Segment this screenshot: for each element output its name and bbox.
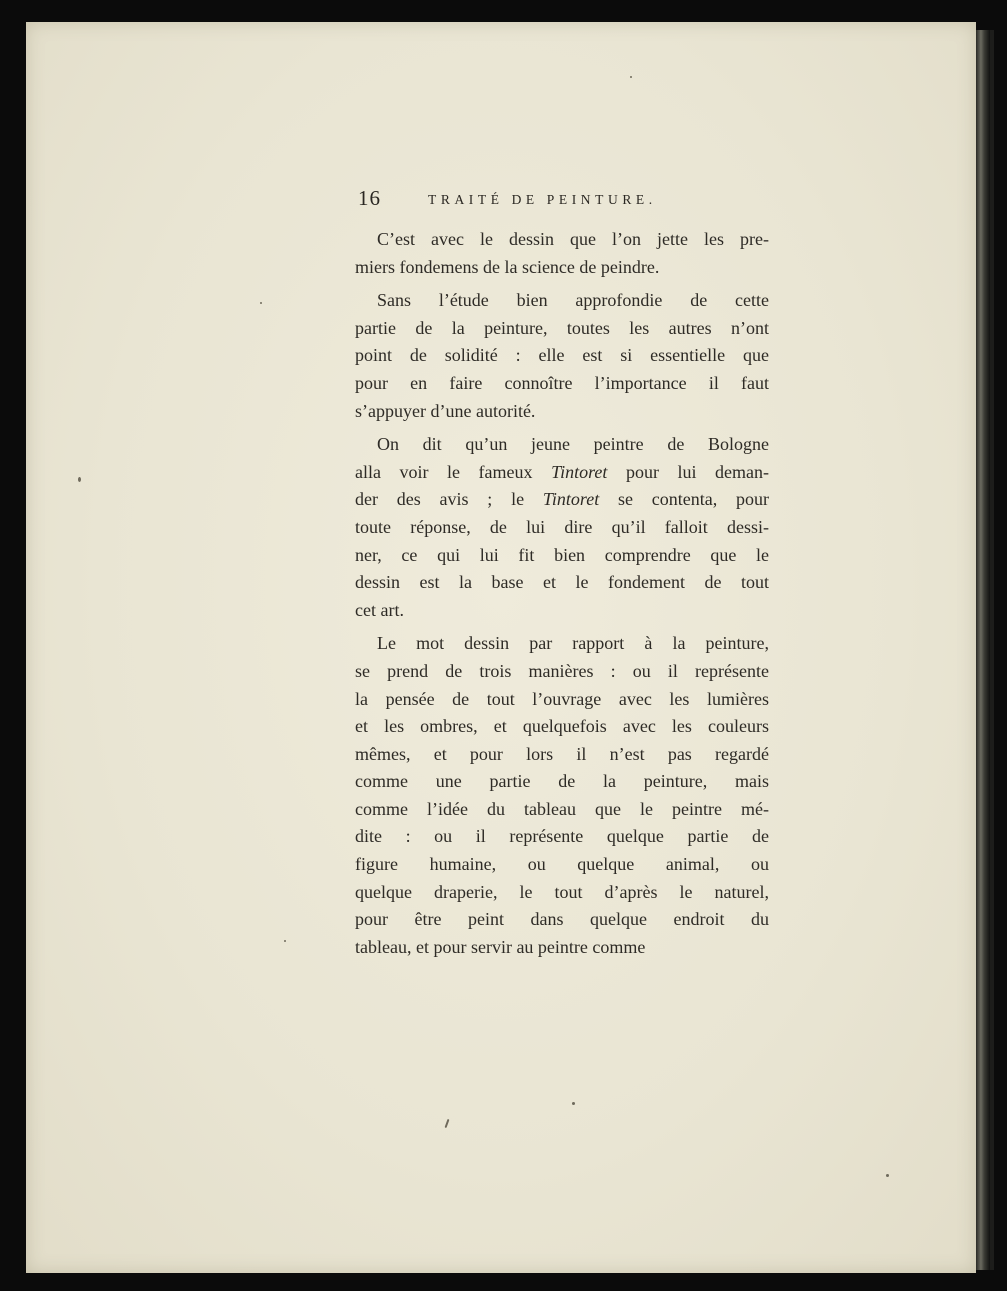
text-line: mêmes, et pour lors il n’est pas regardé bbox=[355, 743, 769, 764]
text-line: ner, ce qui lui fit bien comprendre que le bbox=[355, 544, 769, 565]
text-line: comme l’idée du tableau que le peintre mé- bbox=[355, 798, 769, 819]
page-header bbox=[358, 186, 778, 216]
text-line: On dit qu’un jeune peintre de Bologne bbox=[377, 434, 769, 455]
paper-speck bbox=[572, 1102, 575, 1105]
text-line: quelque draperie, le tout d’après le naturel, bbox=[355, 881, 769, 902]
text-line: partie de la peinture, toutes les autres n’ont bbox=[355, 317, 769, 338]
paper-speck bbox=[630, 76, 632, 78]
paper-speck bbox=[445, 1119, 450, 1128]
page-edge bbox=[976, 30, 990, 1270]
text-line: figure humaine, ou quelque animal, ou bbox=[355, 854, 769, 875]
page-body-text bbox=[355, 226, 769, 961]
text-line: miers fondemens de la science de peindre. bbox=[355, 256, 660, 277]
page-number: 16 bbox=[358, 186, 381, 210]
paragraph bbox=[355, 630, 769, 961]
italic-name: Tintoret bbox=[542, 489, 600, 510]
text-line: Le mot dessin par rapport à la peinture, bbox=[377, 633, 769, 654]
running-title: TRAITÉ DE PEINTURE. bbox=[428, 192, 657, 207]
text-line: alla voir le fameux Tintoret pour lui deman- bbox=[355, 461, 769, 482]
text-line: point de solidité : elle est si essentielle que bbox=[355, 345, 769, 366]
paragraph bbox=[355, 287, 769, 425]
paper-speck bbox=[284, 940, 286, 942]
paper-speck bbox=[78, 477, 81, 482]
paper-speck bbox=[886, 1174, 889, 1177]
text-line: dessin est la base et le fondement de tout bbox=[355, 572, 769, 593]
text-line: se prend de trois manières : ou il représente bbox=[355, 660, 769, 681]
text-line: s’appuyer d’une autorité. bbox=[355, 400, 536, 421]
text-line: toute réponse, de lui dire qu’il falloit dessi- bbox=[355, 516, 769, 537]
text-line: pour en faire connoître l’importance il faut bbox=[355, 372, 769, 393]
text-line: Sans l’étude bien approfondie de cette bbox=[377, 290, 769, 311]
text-line: la pensée de tout l’ouvrage avec les lumières bbox=[355, 688, 769, 709]
page-edge-shadow bbox=[990, 30, 994, 1270]
text-line: C’est avec le dessin que l’on jette les pre- bbox=[377, 229, 769, 249]
paper-speck bbox=[260, 302, 262, 304]
paragraph bbox=[355, 226, 769, 281]
text-line: der des avis ; le Tintoret se contenta, pour bbox=[355, 489, 769, 510]
text-line: et les ombres, et quelquefois avec les couleurs bbox=[355, 716, 769, 737]
text-line: tableau, et pour servir au peintre comme bbox=[355, 936, 646, 957]
paragraph bbox=[355, 431, 769, 624]
text-line: dite : ou il représente quelque partie de bbox=[355, 826, 769, 847]
text-line: comme une partie de la peinture, mais bbox=[355, 771, 769, 792]
italic-name: Tintoret bbox=[551, 461, 608, 482]
text-line: pour être peint dans quelque endroit du bbox=[355, 909, 769, 930]
text-line: cet art. bbox=[355, 599, 404, 620]
